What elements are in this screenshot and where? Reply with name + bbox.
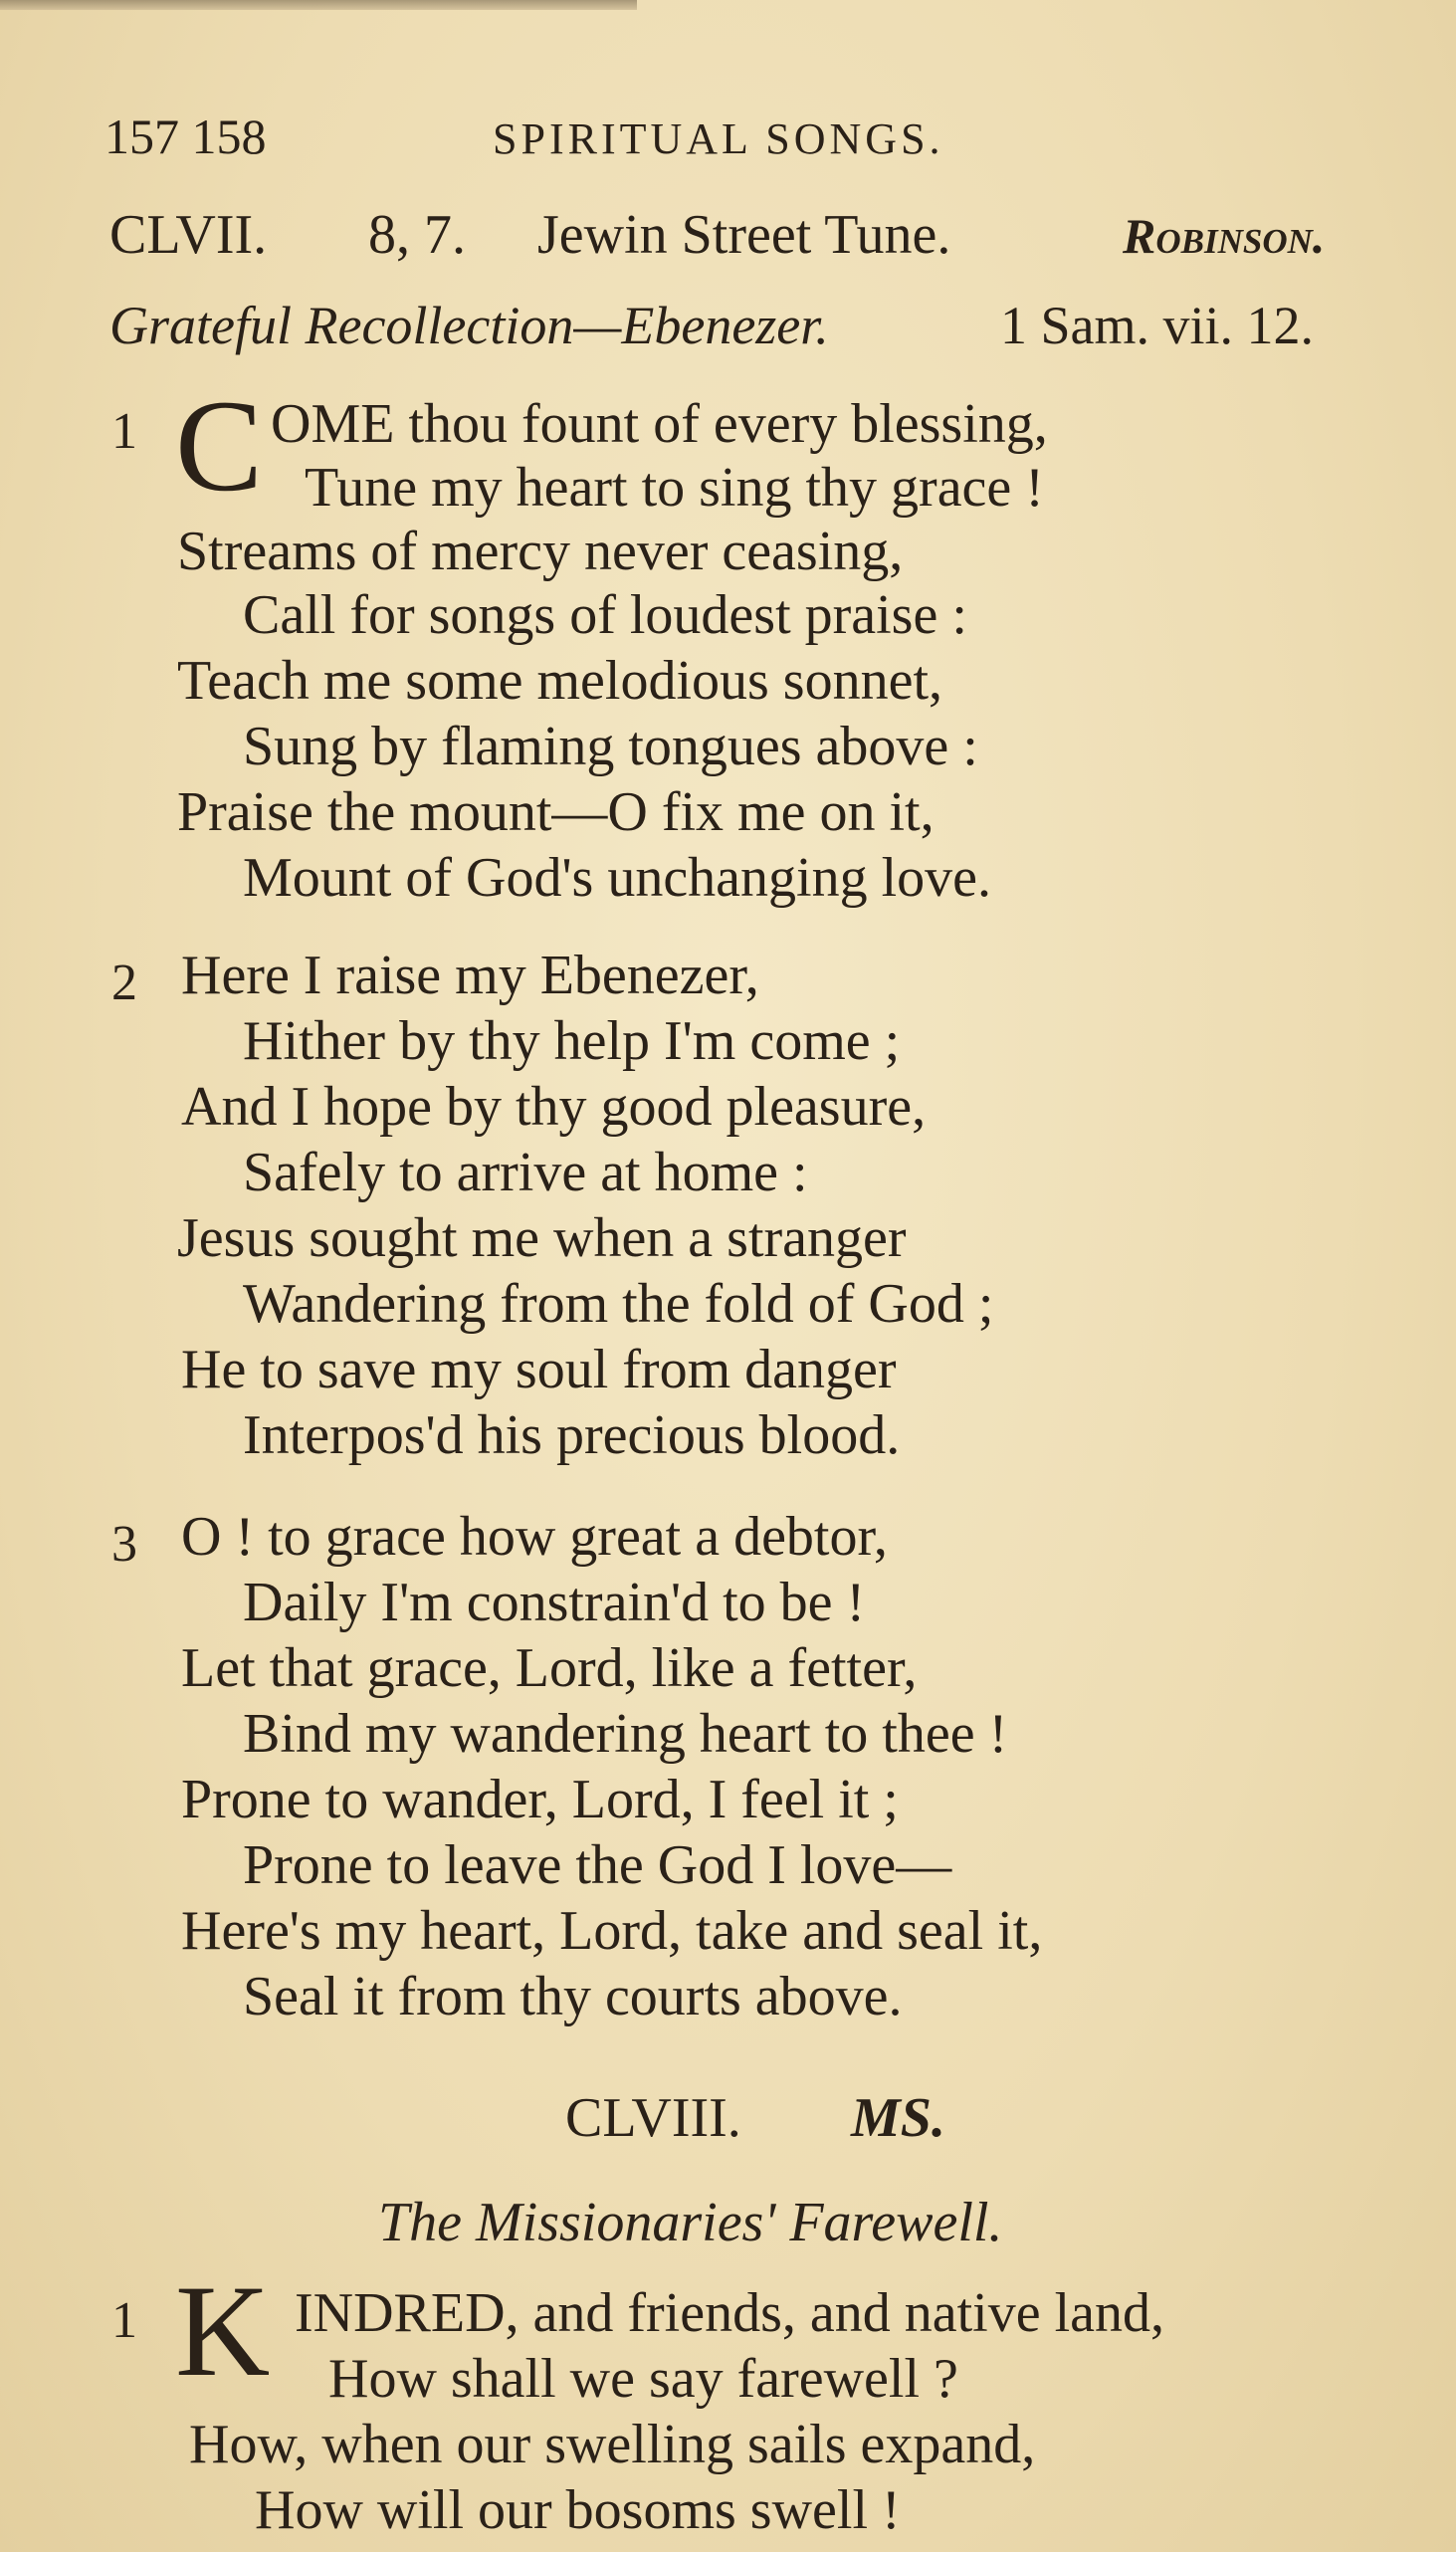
verse-line: How, when our swelling sails expand, xyxy=(189,2414,1036,2475)
verse-line: Call for songs of loudest praise : xyxy=(243,584,967,646)
verse-line: INDRED, and friends, and native land, xyxy=(295,2282,1164,2344)
verse-line: Daily I'm constrain'd to be ! xyxy=(243,1572,866,1633)
drop-cap: K xyxy=(175,2257,271,2404)
verse-line: Let that grace, Lord, like a fetter, xyxy=(181,1637,918,1699)
verse-line: Prone to wander, Lord, I feel it ; xyxy=(181,1769,899,1830)
verse-line: Praise the mount—O fix me on it, xyxy=(177,781,935,843)
verse-line: Safely to arrive at home : xyxy=(243,1142,808,1203)
top-edge-shadow xyxy=(0,0,637,10)
verse-line: How shall we say farewell ? xyxy=(328,2348,958,2410)
verse-number: 1 xyxy=(111,2292,137,2349)
verse-line: O ! to grace how great a debtor, xyxy=(181,1506,888,1568)
drop-cap: C xyxy=(175,372,264,519)
verse-line: And I hope by thy good pleasure, xyxy=(181,1076,927,1138)
verse-line: Wandering from the fold of God ; xyxy=(243,1273,994,1335)
verse-line: Here's my heart, Lord, take and seal it, xyxy=(181,1900,1043,1962)
verse-line: Teach me some melodious sonnet, xyxy=(177,650,943,712)
verse-line: Hither by thy help I'm come ; xyxy=(243,1010,901,1072)
hymn-source: MS. xyxy=(851,2087,945,2149)
verse-line: Jesus sought me when a stranger xyxy=(177,1207,907,1269)
hymn-number: CLVII. xyxy=(109,204,268,266)
hymn-meter: 8, 7. xyxy=(368,204,466,266)
verse-line: Streams of mercy never ceasing, xyxy=(177,521,904,582)
hymn-author: Robinson. xyxy=(1123,208,1326,264)
verse-number: 2 xyxy=(111,955,137,1011)
verse-line: He to save my soul from danger xyxy=(181,1339,897,1400)
verse-line: Seal it from thy courts above. xyxy=(243,1966,903,2027)
page-numbers: 157 158 xyxy=(104,108,267,164)
verse-line: Here I raise my Ebenezer, xyxy=(181,945,759,1006)
verse-line: Mount of God's unchanging love. xyxy=(243,847,992,909)
hymn-number: CLVIII. xyxy=(565,2087,741,2149)
verse-line: OME thou fount of every blessing, xyxy=(271,393,1048,455)
verse-line: Prone to leave the God I love— xyxy=(243,1834,952,1896)
verse-number: 1 xyxy=(111,403,137,460)
hymn-tune: Jewin Street Tune. xyxy=(537,204,951,266)
verse-line: Sung by flaming tongues above : xyxy=(243,716,978,777)
verse-line: Interpos'd his precious blood. xyxy=(243,1404,901,1466)
scripture-reference: 1 Sam. vii. 12. xyxy=(1000,296,1315,355)
verse-line: Bind my wandering heart to thee ! xyxy=(243,1703,1008,1765)
verse-number: 3 xyxy=(111,1516,137,1573)
running-title: SPIRITUAL SONGS. xyxy=(493,114,944,163)
hymn-subtitle: Grateful Recollection—Ebenezer. xyxy=(109,296,829,355)
hymn-subtitle: The Missionaries' Farewell. xyxy=(378,2192,1003,2253)
verse-line: Tune my heart to sing thy grace ! xyxy=(305,457,1044,519)
verse-line: How will our bosoms swell ! xyxy=(255,2479,901,2541)
